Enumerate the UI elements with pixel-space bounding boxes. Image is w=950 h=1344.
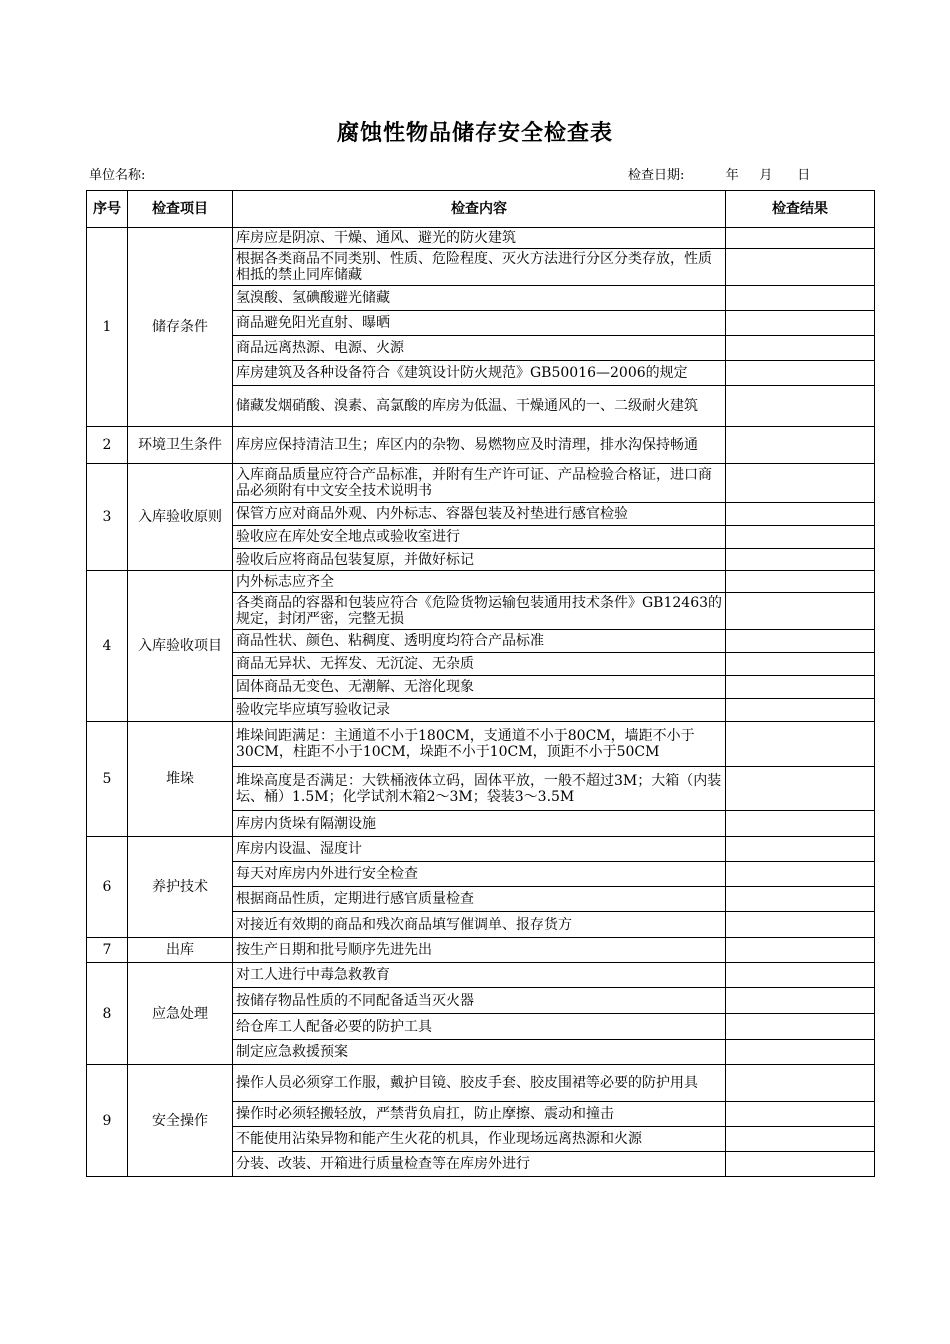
table-row — [87, 571, 875, 593]
check-result-cell[interactable] — [726, 887, 875, 912]
table-row — [87, 228, 875, 249]
check-content: 库房应保持清洁卫生；库区内的杂物、易燃物应及时清理，排水沟保持畅通 — [233, 427, 726, 464]
inspection-table — [86, 190, 875, 1177]
section-item: 应急处理 — [128, 963, 233, 1065]
check-content: 验收完毕应填写验收记录 — [233, 699, 726, 722]
section-number: 1 — [87, 228, 128, 427]
section-item: 出库 — [128, 938, 233, 963]
check-result-cell[interactable] — [726, 676, 875, 699]
check-result-cell[interactable] — [726, 699, 875, 722]
check-result-cell[interactable] — [726, 311, 875, 336]
check-content: 按生产日期和批号顺序先进先出 — [233, 938, 726, 963]
check-content: 验收后应将商品包装复原，并做好标记 — [233, 549, 726, 571]
date-year: 年 — [725, 168, 739, 183]
check-result-cell[interactable] — [726, 837, 875, 862]
check-result-cell[interactable] — [726, 862, 875, 887]
check-content: 对接近有效期的商品和残次商品填写催调单、报存货方 — [233, 912, 726, 938]
section-number: 8 — [87, 963, 128, 1065]
check-content: 验收应在库处安全地点或验收室进行 — [233, 526, 726, 549]
section-item: 养护技术 — [128, 837, 233, 938]
date-label: 检查日期: — [628, 168, 685, 183]
header-item: 检查项目 — [128, 191, 233, 228]
check-result-cell[interactable] — [726, 286, 875, 311]
table-row — [87, 837, 875, 862]
page-title: 腐蚀性物品储存安全检查表 — [336, 121, 613, 146]
date-month: 月 — [759, 168, 773, 183]
check-result-cell[interactable] — [726, 593, 875, 630]
header-row — [87, 191, 875, 228]
check-content: 内外标志应齐全 — [233, 571, 726, 593]
check-content: 不能使用沾染异物和能产生火花的机具，作业现场远离热源和火源 — [233, 1127, 726, 1152]
check-result-cell[interactable] — [726, 503, 875, 526]
check-content: 根据商品性质，定期进行感官质量检查 — [233, 887, 726, 912]
section-number: 7 — [87, 938, 128, 963]
check-result-cell[interactable] — [726, 1102, 875, 1127]
section-number: 9 — [87, 1065, 128, 1177]
check-result-cell[interactable] — [726, 361, 875, 386]
date-day: 日 — [797, 168, 811, 183]
check-content: 库房内设温、湿度计 — [233, 837, 726, 862]
check-content: 按储存物品性质的不同配备适当灭火器 — [233, 988, 726, 1014]
check-result-cell[interactable] — [726, 571, 875, 593]
check-content: 给仓库工人配备必要的防护工具 — [233, 1014, 726, 1040]
check-content: 各类商品的容器和包装应符合《危险货物运输包装通用技术条件》GB12463的规定，封闭严密，完整无损 — [233, 593, 726, 630]
table-row — [87, 938, 875, 963]
check-result-cell[interactable] — [726, 938, 875, 963]
unit-name-label: 单位名称: — [89, 168, 146, 183]
table-row — [87, 722, 875, 767]
header-content: 检查内容 — [233, 191, 726, 228]
check-result-cell[interactable] — [726, 767, 875, 811]
check-content: 氢溴酸、氢碘酸避光储藏 — [233, 286, 726, 311]
check-content: 商品避免阳光直射、曝晒 — [233, 311, 726, 336]
check-result-cell[interactable] — [726, 811, 875, 837]
check-content: 制定应急救援预案 — [233, 1040, 726, 1065]
check-content: 堆垛高度是否满足：大铁桶液体立码，固体平放，一般不超过3M；大箱（内装坛、桶）1.5M；化学试剂木箱2～3M；袋装3～3.5M — [233, 767, 726, 811]
check-content: 商品无异状、无挥发、无沉淀、无杂质 — [233, 653, 726, 676]
check-content: 库房应是阴凉、干燥、通风、避光的防火建筑 — [233, 228, 726, 249]
check-result-cell[interactable] — [726, 988, 875, 1014]
table-row — [87, 464, 875, 503]
check-content: 固体商品无变色、无潮解、无溶化现象 — [233, 676, 726, 699]
check-content: 操作人员必须穿工作服，戴护目镜、胶皮手套、胶皮围裙等必要的防护用具 — [233, 1065, 726, 1102]
check-result-cell[interactable] — [726, 1065, 875, 1102]
header-no: 序号 — [87, 191, 128, 228]
section-item: 储存条件 — [128, 228, 233, 427]
check-content: 根据各类商品不同类别、性质、危险程度、灭火方法进行分区分类存放，性质相抵的禁止同库储藏 — [233, 249, 726, 286]
check-result-cell[interactable] — [726, 1014, 875, 1040]
check-result-cell[interactable] — [726, 912, 875, 938]
check-content: 分装、改装、开箱进行质量检查等在库房外进行 — [233, 1152, 726, 1177]
check-result-cell[interactable] — [726, 630, 875, 653]
check-content: 储藏发烟硝酸、溴素、高氯酸的库房为低温、干燥通风的一、二级耐火建筑 — [233, 386, 726, 427]
section-item: 堆垛 — [128, 722, 233, 837]
check-result-cell[interactable] — [726, 249, 875, 286]
header-result: 检查结果 — [726, 191, 875, 228]
check-result-cell[interactable] — [726, 427, 875, 464]
check-content: 保管方应对商品外观、内外标志、容器包装及衬垫进行感官检验 — [233, 503, 726, 526]
section-number: 5 — [87, 722, 128, 837]
check-content: 对工人进行中毒急救教育 — [233, 963, 726, 988]
check-result-cell[interactable] — [726, 526, 875, 549]
table-row — [87, 427, 875, 464]
check-result-cell[interactable] — [726, 653, 875, 676]
check-result-cell[interactable] — [726, 722, 875, 767]
table-row — [87, 963, 875, 988]
check-result-cell[interactable] — [726, 1040, 875, 1065]
section-number: 4 — [87, 571, 128, 722]
check-result-cell[interactable] — [726, 963, 875, 988]
check-result-cell[interactable] — [726, 228, 875, 249]
section-number: 2 — [87, 427, 128, 464]
section-item: 入库验收项目 — [128, 571, 233, 722]
check-result-cell[interactable] — [726, 336, 875, 361]
section-number: 3 — [87, 464, 128, 571]
check-content: 操作时必须轻搬轻放，严禁背负肩扛，防止摩擦、震动和撞击 — [233, 1102, 726, 1127]
section-item: 环境卫生条件 — [128, 427, 233, 464]
inspection-date — [628, 164, 810, 183]
check-result-cell[interactable] — [726, 1127, 875, 1152]
check-result-cell[interactable] — [726, 549, 875, 571]
check-content: 堆垛间距满足：主通道不小于180CM，支通道不小于80CM，墙距不小于30CM，柱距不小于10CM，垛距不小于10CM，顶距不小于50CM — [233, 722, 726, 767]
check-content: 入库商品质量应符合产品标准，并附有生产许可证、产品检验合格证，进口商品必须附有中文安全技术说明书 — [233, 464, 726, 503]
check-content: 库房建筑及各种设备符合《建筑设计防火规范》GB50016—2006的规定 — [233, 361, 726, 386]
check-result-cell[interactable] — [726, 464, 875, 503]
check-result-cell[interactable] — [726, 1152, 875, 1177]
check-result-cell[interactable] — [726, 386, 875, 427]
check-content: 每天对库房内外进行安全检查 — [233, 862, 726, 887]
table-row — [87, 1065, 875, 1102]
section-item: 安全操作 — [128, 1065, 233, 1177]
check-content: 商品远离热源、电源、火源 — [233, 336, 726, 361]
section-item: 入库验收原则 — [128, 464, 233, 571]
check-content: 库房内货垛有隔潮设施 — [233, 811, 726, 837]
section-number: 6 — [87, 837, 128, 938]
check-content: 商品性状、颜色、粘稠度、透明度均符合产品标准 — [233, 630, 726, 653]
